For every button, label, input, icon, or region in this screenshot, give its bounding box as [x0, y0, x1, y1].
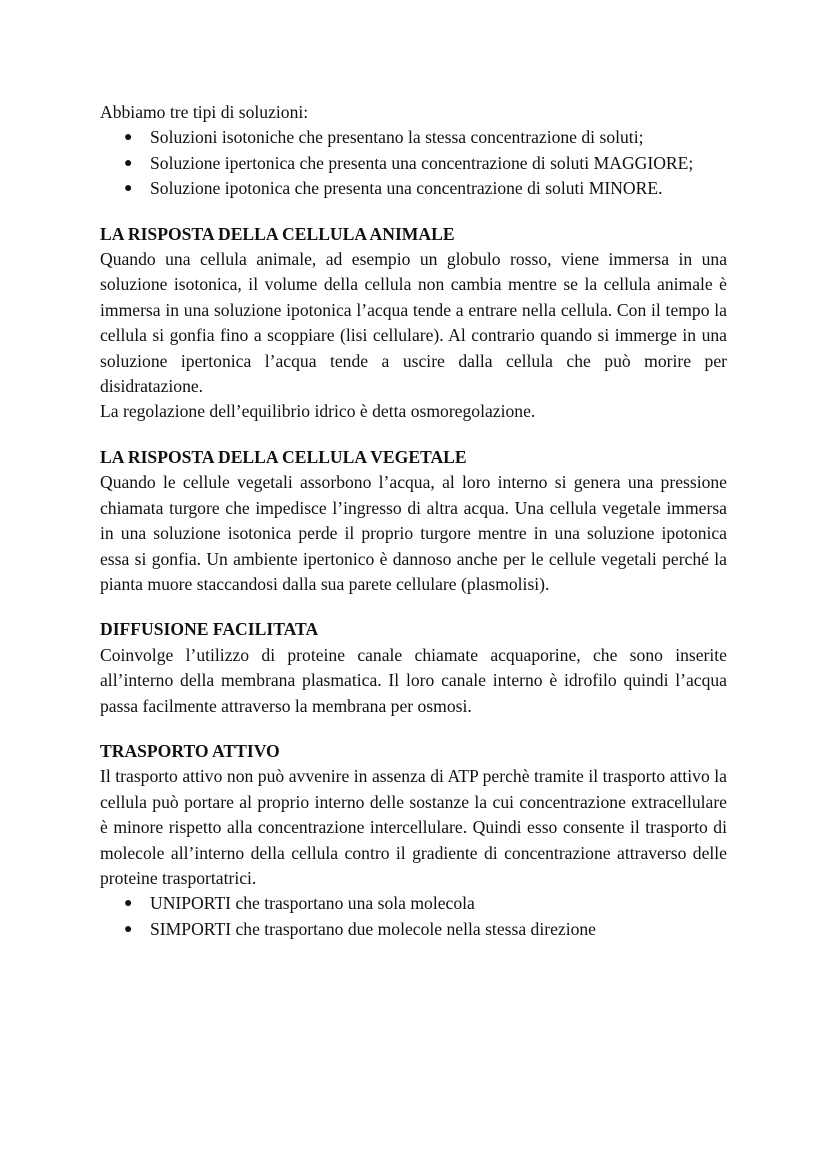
bullet-icon: ●	[124, 181, 133, 197]
section-heading: LA RISPOSTA DELLA CELLULA ANIMALE	[100, 223, 455, 244]
list-item: ● Soluzioni isotoniche che presentano la stessa concentrazione di soluti;	[100, 125, 727, 150]
list-item: ● UNIPORTI che trasportano una sola molecola	[100, 891, 727, 916]
section-animal-cell	[100, 222, 727, 425]
section-facilitated-diffusion	[100, 617, 727, 719]
section-heading: TRASPORTO ATTIVO	[100, 740, 280, 761]
section-plant-cell	[100, 445, 727, 597]
intro-text: Abbiamo tre tipi di soluzioni:	[100, 102, 309, 122]
section-active-transport	[100, 739, 727, 942]
section-heading: LA RISPOSTA DELLA CELLULA VEGETALE	[100, 446, 467, 467]
list-item: ● SIMPORTI che trasportano due molecole nella stessa direzione	[100, 917, 727, 942]
document-page	[100, 100, 727, 942]
section-heading: DIFFUSIONE FACILITATA	[100, 619, 319, 640]
transporter-list	[100, 891, 727, 942]
bullet-icon: ●	[124, 896, 133, 912]
solution-types-list	[100, 125, 727, 201]
section-body: Coinvolge l’utilizzo di proteine canale chiamate acquaporine, che sono inserite all’interno della membrana plasmatica. Il loro canale interno è idrofilo quindi l’acqua passa facilmente attraverso la membrana per osmosi.	[100, 644, 727, 716]
section-body: Quando una cellula animale, ad esempio un globulo rosso, viene immersa in una soluzione isotonica, il volume della cellula non cambia mentre se la cellula animale è immersa in una soluzione ipotonica l’acqua tende a entrare nella cellula. Con il tempo la cellula si gonfia fino a scoppiare (lisi cellulare). Al contrario quando si immerge in una soluzione ipertonica l’acqua tende a uscire dalla cellula che può morire per disidratazione.	[100, 249, 727, 397]
list-item: ● Soluzione ipertonica che presenta una concentrazione di soluti MAGGIORE;	[100, 151, 727, 176]
bullet-icon: ●	[124, 130, 133, 146]
list-item: ● Soluzione ipotonica che presenta una concentrazione di soluti MINORE.	[100, 176, 727, 201]
bullet-icon: ●	[124, 921, 133, 937]
section-body: Il trasporto attivo non può avvenire in assenza di ATP perchè tramite il trasporto attivo la cellula può portare al proprio interno delle sostanze la cui concentrazione extracellulare è minore rispetto alla concentrazione intercellulare. Quindi esso consente il trasporto di molecole all’interno della cellula contro il gradiente di concentrazione attraverso delle proteine trasportatrici.	[100, 766, 727, 888]
section-note: La regolazione dell’equilibrio idrico è detta osmoregolazione.	[100, 401, 536, 422]
bullet-icon: ●	[124, 155, 133, 171]
section-body: Quando le cellule vegetali assorbono l’acqua, al loro interno si genera una pressione chiamata turgore che impedisce l’ingresso di altra acqua. Una cellula vegetale immersa in una soluzione isotonica perde il proprio turgore mentre in una soluzione ipotonica essa si gonfia. Un ambiente ipertonico è dannoso anche per le cellule vegetali perché la pianta muore staccandosi dalla sua parete cellulare (plasmolisi).	[100, 472, 727, 594]
